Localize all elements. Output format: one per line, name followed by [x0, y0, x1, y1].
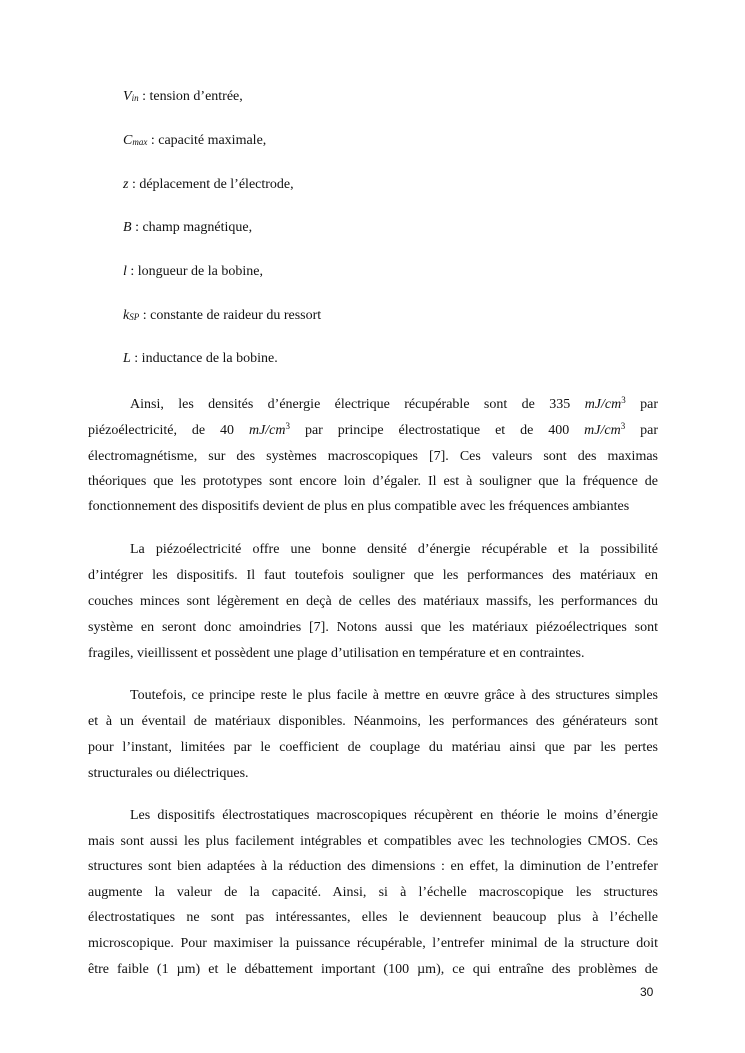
- paragraph-line: mais sont aussi les plus facilement intégrables et compatibles avec les technologies CMOS. Ces: [88, 834, 658, 849]
- unit: [584, 423, 625, 438]
- paragraph-line: système en seront donc amoindries [7]. Notons aussi que les matériaux piézoélectriques sont: [88, 620, 658, 635]
- paragraph-line: structurales ou diélectriques.: [88, 766, 249, 781]
- line-text: Ainsi, les densités d’énergie électrique récupérable sont de 335: [130, 397, 571, 412]
- paragraph-line: pour l’instant, limitées par le coefficient de couplage du matériau ainsi que par les pertes: [88, 740, 658, 755]
- paragraph-line: électrostatiques ne sont pas intéressantes, elles le deviennent beaucoup plus à l’échelle: [88, 910, 658, 925]
- line-text: par principe électrostatique et de 400: [304, 423, 570, 438]
- paragraph-line: structures sont bien adaptées à la réduction des dimensions : en effet, la diminution de l’entrefer: [88, 859, 658, 874]
- subscript: in: [131, 93, 139, 103]
- definition-text: : inductance de la bobine.: [130, 351, 278, 366]
- definition-text: : constante de raideur du ressort: [139, 308, 322, 323]
- unit-text: mJ/cm: [584, 397, 622, 412]
- symbol: V: [123, 89, 132, 104]
- line-text: par: [640, 423, 658, 438]
- symbol: k: [123, 308, 130, 323]
- paragraph-line: La piézoélectricité offre une bonne densité d’énergie récupérable et la possibilité: [130, 542, 658, 557]
- paragraph-line: être faible (1 µm) et le débattement important (100 µm), ce qui entraîne des problèmes de: [88, 962, 658, 977]
- symbol: C: [123, 133, 133, 148]
- definition-b: [123, 220, 252, 236]
- paragraph-line: [88, 422, 658, 440]
- symbol: l: [123, 264, 127, 279]
- symbol: L: [123, 351, 131, 366]
- definition-ksp: [123, 308, 321, 324]
- definition-l: [123, 264, 263, 280]
- paragraph-line: augmente la valeur de la capacité. Ainsi, si à l’échelle macroscopique les structures: [88, 885, 658, 900]
- page-number: 30: [640, 985, 654, 999]
- symbol: z: [123, 177, 129, 192]
- definition-vin: [123, 89, 243, 105]
- definition-inductance: [123, 351, 278, 367]
- paragraph-line: et à un éventail de matériaux disponibles. Néanmoins, les performances des générateurs sont: [88, 714, 658, 729]
- definition-text: : longueur de la bobine,: [126, 264, 263, 279]
- unit-text: mJ/cm: [584, 423, 621, 438]
- unit-text: mJ/cm: [248, 423, 286, 438]
- paragraph-line: microscopique. Pour maximiser la puissance récupérable, l’entrefer minimal de la structure doit: [88, 936, 658, 951]
- definition-text: : champ magnétique,: [131, 220, 253, 235]
- paragraph-line: Les dispositifs électrostatiques macroscopiques récupèrent en théorie le moins d’énergie: [130, 808, 658, 823]
- unit-exponent: 3: [621, 395, 626, 405]
- definition-cmax: [123, 133, 266, 149]
- paragraph-line: électromagnétisme, sur des systèmes macroscopiques [7]. Ces valeurs sont des maximas: [88, 449, 658, 464]
- subscript: max: [132, 137, 148, 147]
- unit-exponent: 3: [620, 421, 626, 431]
- subscript: SP: [129, 312, 140, 322]
- definition-text: : capacité maximale,: [147, 133, 267, 148]
- paragraph-line: théoriques que les prototypes sont encore loin d’égaler. Il est à souligner que la fréquence de: [88, 474, 658, 489]
- paragraph-line: Toutefois, ce principe reste le plus facile à mettre en œuvre grâce à des structures simples: [130, 688, 658, 703]
- paragraph-line: couches minces sont légèrement en deçà de celles des matériaux massifs, les performances du: [88, 594, 658, 609]
- unit-exponent: 3: [285, 421, 291, 431]
- unit: [585, 397, 626, 412]
- line-text: par: [640, 397, 659, 412]
- paragraph-line: d’intégrer les dispositifs. Il faut toutefois souligner que les performances des matériaux en: [88, 568, 658, 583]
- paragraph-line: fonctionnement des dispositifs devient de plus en plus compatible avec les fréquences ambiantes: [88, 499, 630, 514]
- definition-text: : déplacement de l’électrode,: [128, 177, 294, 192]
- definition-text: : tension d’entrée,: [138, 89, 243, 104]
- paragraph-line: fragiles, vieillissent et possèdent une plage d’utilisation en température et en contraintes.: [88, 646, 585, 661]
- paragraph-line: [130, 396, 658, 414]
- line-text: piézoélectricité, de 40: [88, 423, 235, 438]
- unit: [249, 423, 290, 438]
- definition-z: [123, 177, 294, 193]
- symbol: B: [123, 220, 132, 235]
